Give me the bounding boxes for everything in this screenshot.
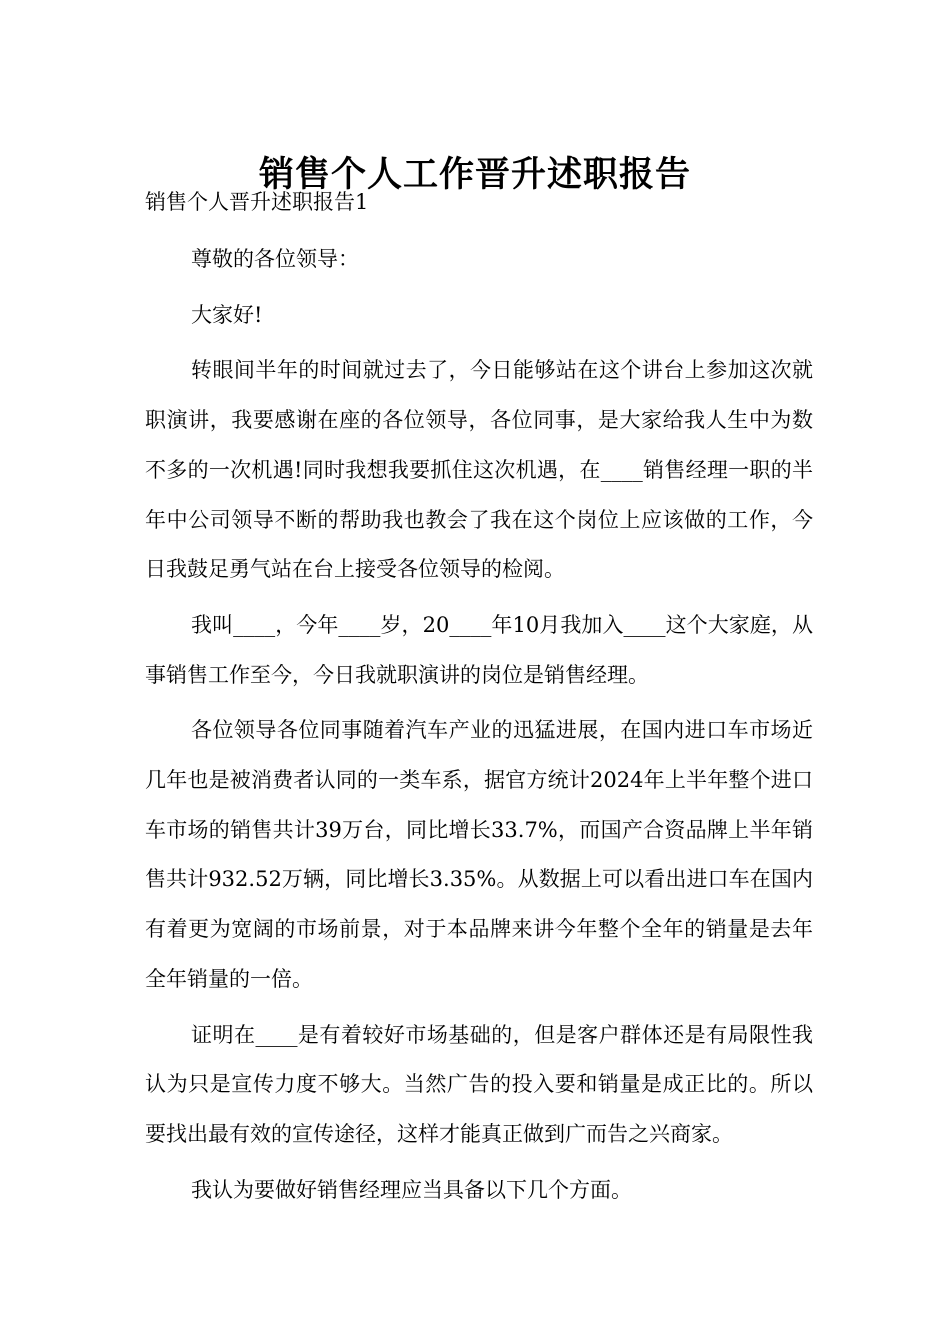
paragraph-self-intro: 我叫____，今年____岁，20____年10月我加入____这个大家庭，从事销售工作至今，今日我就职演讲的岗位是销售经理。 [145,612,813,687]
paragraph-market-analysis: 各位领导各位同事随着汽车产业的迅猛进展，在国内进口车市场近几年也是被消费者认同的一类车系，据官方统计2024年上半年整个进口车市场的销售共计39万台，同比增长33.7%，而国产合资品牌上半年销售共计932.52万辆，同比增长3.35%。从数据上可以看出进口车在国内有着更为宽阔的市场前景，对于本品牌来讲今年整个全年的销量是去年全年销量的一倍。 [145,718,813,991]
paragraph-requirements: 我认为要做好销售经理应当具备以下几个方面。 [191,1177,632,1202]
paragraph-introduction: 转眼间半年的时间就过去了，今日能够站在这个讲台上参加这次就职演讲，我要感谢在座的各位领导，各位同事，是大家给我人生中为数不多的一次机遇!同时我想我要抓住这次机遇，在____销售经理一职的半年中公司领导不断的帮助我也教会了我在这个岗位上应该做的工作，今日我鼓足勇气站在台上接受各位领导的检阅。 [145,358,813,582]
document-body [145,235,813,1221]
paragraph-salutation: 尊敬的各位领导： [191,247,359,271]
document-title: 销售个人工作晋升述职报告 [258,155,691,196]
paragraph-promotion: 证明在____是有着较好市场基础的，但是客户群体还是有局限性我认为只是宣传力度不够大。当然广告的投入要和销量是成正比的。所以要找出最有效的宣传途径，这样才能真正做到广而告之兴商家。 [145,1022,813,1146]
document-subtitle: 销售个人晋升述职报告1 [145,190,369,214]
paragraph-greeting: 大家好! [191,302,263,327]
